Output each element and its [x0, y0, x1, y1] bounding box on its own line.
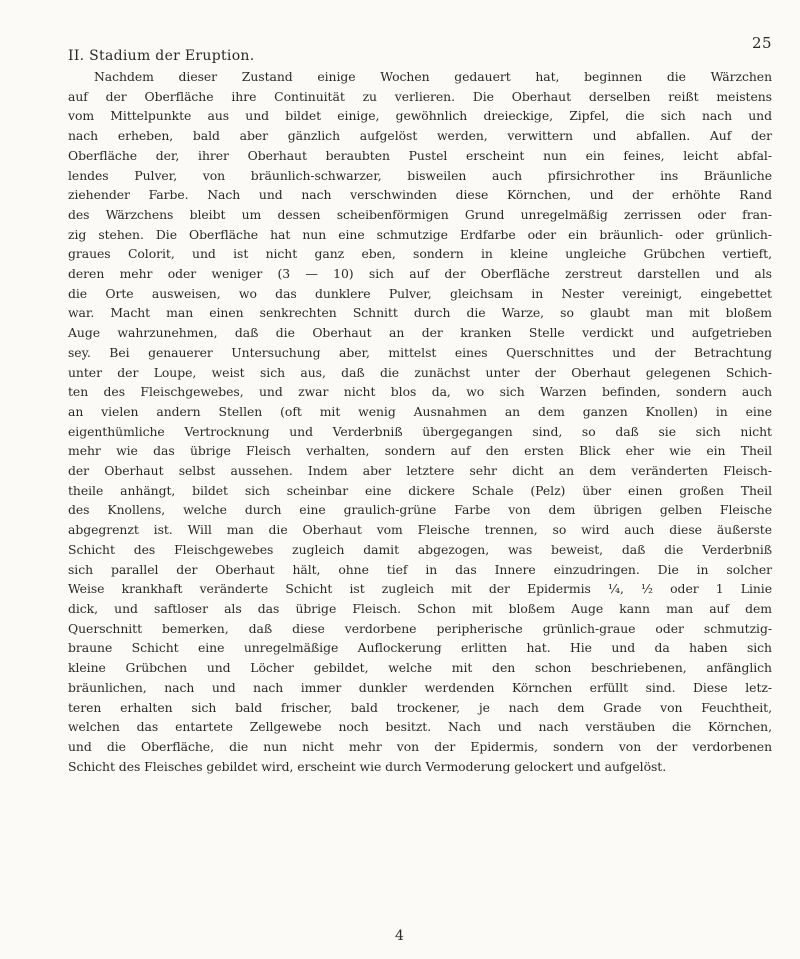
- text-line: ziehender Farbe. Nach und nach verschwinden diese Körnchen, und der erhöhte Rand: [68, 187, 772, 203]
- text-line: braune Schicht eine unregelmäßige Auflockerung erlitten hat. Hie und da haben sich: [68, 640, 772, 656]
- text-line: abgegrenzt ist. Will man die Oberhaut vom Fleische trennen, so wird auch diese äußerste: [68, 522, 772, 538]
- text-line: war. Macht man einen senkrechten Schnitt durch die Warze, so glaubt man mit bloßem: [68, 305, 772, 321]
- text-line: unter der Loupe, weist sich aus, daß die zunächst unter der Oberhaut gelegenen Schich-: [68, 364, 772, 380]
- text-line: Oberfläche der, ihrer Oberhaut beraubten Pustel erscheint nun ein feines, leicht abfal-: [68, 147, 772, 163]
- text-line: an vielen andern Stellen (oft mit wenig Ausnahmen an dem ganzen Knollen) in eine: [68, 403, 772, 419]
- text-line: bräunlichen, nach und nach immer dunkler werdenden Körnchen erfüllt sind. Diese letz-: [68, 679, 772, 695]
- text-line: deren mehr oder weniger (3 — 10) sich auf der Oberfläche zerstreut darstellen und als: [68, 266, 772, 282]
- text-line: der Oberhaut selbst aussehen. Indem aber letztere sehr dicht an dem veränderten Fleisch-: [68, 463, 772, 479]
- text-line: Nachdem dieser Zustand einige Wochen gedauert hat, beginnen die Wärzchen: [94, 69, 772, 84]
- text-line: nach erheben, bald aber gänzlich aufgelöst werden, verwittern und abfallen. Auf der: [68, 128, 772, 144]
- text-line: und die Oberfläche, die nun nicht mehr von der Epidermis, sondern von der verdorbenen: [68, 738, 772, 754]
- text-line: teren erhalten sich bald frischer, bald trockener, je nach dem Grade von Feuchtheit,: [68, 699, 772, 715]
- text-line: lendes Pulver, von bräunlich-schwarzer, bisweilen auch pfirsichrother ins Bräunliche: [68, 167, 772, 183]
- page-number: 25: [752, 34, 773, 52]
- text-line: dick, und saftloser als das übrige Fleisch. Schon mit bloßem Auge kann man auf dem: [68, 600, 772, 616]
- text-line: kleine Grübchen und Löcher gebildet, welche mit den schon beschriebenen, anfänglich: [68, 660, 772, 676]
- text-line: welchen das entartete Zellgewebe noch besitzt. Nach und nach verstäuben die Körnchen,: [68, 719, 772, 735]
- text-line: Auge wahrzunehmen, daß die Oberhaut an der kranken Stelle verdickt und aufgetrieben: [68, 325, 772, 341]
- text-line: Schicht des Fleisches gebildet wird, erscheint wie durch Vermoderung gelockert und aufgelöst.: [68, 758, 667, 774]
- text-line: mehr wie das übrige Fleisch verhalten, sondern auf den ersten Blick eher wie ein Theil: [68, 443, 772, 459]
- text-line: Weise krankhaft veränderte Schicht ist zugleich mit der Epidermis ¼, ½ oder 1 Linie: [68, 581, 772, 597]
- text-line: die Orte ausweisen, wo das dunklere Pulver, gleichsam in Nester vereinigt, eingebettet: [68, 285, 772, 301]
- text-line: theile anhängt, bildet sich scheinbar eine dickere Schale (Pelz) über einen großen Theil: [68, 482, 772, 498]
- text-line: vom Mittelpunkte aus und bildet einige, gewöhnlich dreieckige, Zipfel, die sich nach und: [68, 108, 772, 124]
- body-text: [68, 67, 772, 776]
- text-line: ten des Fleischgewebes, und zwar nicht blos da, wo sich Warzen befinden, sondern auch: [68, 384, 772, 400]
- text-line: Schicht des Fleischgewebes zugleich damit abgezogen, was beweist, daß die Verderbniß: [68, 541, 772, 557]
- text-line: des Wärzchens bleibt um dessen scheibenförmigen Grund unregelmäßig zerrissen oder fran-: [68, 206, 772, 222]
- text-line: eigenthümliche Vertrocknung und Verderbniß übergegangen sind, so daß sie sich nicht: [68, 423, 772, 439]
- text-line: zig stehen. Die Oberfläche hat nun eine schmutzige Erdfarbe oder ein bräunlich- oder grünlich-: [68, 226, 772, 242]
- text-line: sey. Bei genauerer Untersuchung aber, mittelst eines Querschnittes und der Betrachtung: [68, 344, 772, 360]
- text-line: Querschnitt bemerken, daß diese verdorbene peripherische grünlich-graue oder schmutzig-: [68, 620, 772, 636]
- text-line: graues Colorit, und ist nicht ganz eben, sondern in kleine ungleiche Grübchen vertieft,: [68, 246, 772, 262]
- text-line: des Knollens, welche durch eine graulich-grüne Farbe von dem übrigen gelben Fleische: [68, 502, 772, 518]
- text-line: sich parallel der Oberhaut hält, ohne tief in das Innere einzudringen. Die in solcher: [68, 561, 772, 577]
- signature-mark: 4: [395, 928, 404, 944]
- text-line: auf der Oberfläche ihre Continuität zu verlieren. Die Oberhaut derselben reißt meistens: [68, 88, 772, 104]
- section-heading: II. Stadium der Eruption.: [68, 48, 255, 64]
